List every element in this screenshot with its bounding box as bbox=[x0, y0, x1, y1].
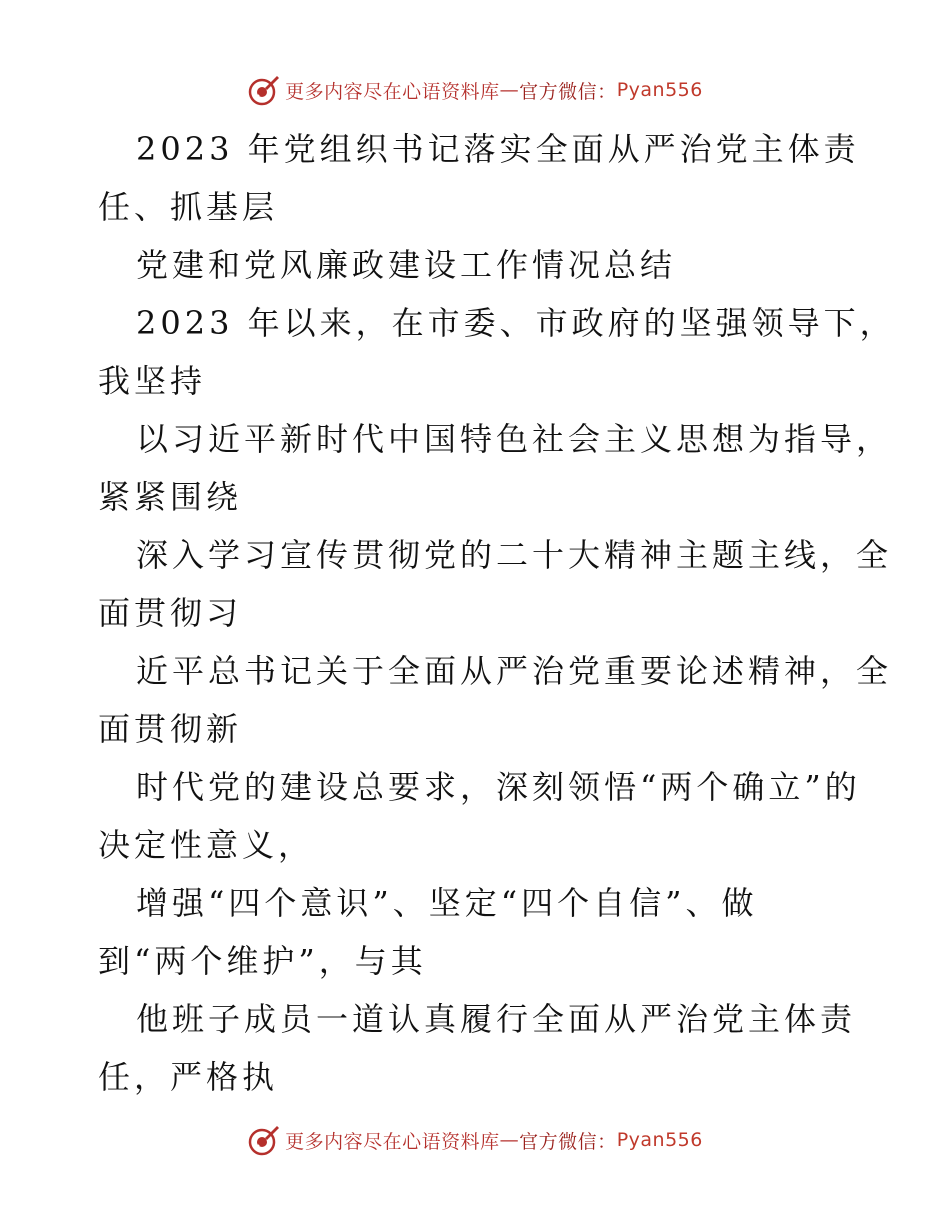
footer-banner bbox=[0, 1120, 950, 1160]
banner-wechat-id: Pyan556 bbox=[616, 1129, 703, 1151]
text-line: 增强“四个意识”、坚定“四个自信”、做 bbox=[136, 884, 758, 922]
text-line: 时代党的建设总要求，深刻领悟“两个确立”的 bbox=[136, 768, 861, 806]
text-line: 2023 年以来，在市委、市政府的坚强领导下， bbox=[136, 304, 896, 342]
banner-text: 更多内容尽在心语资料库 bbox=[285, 1130, 500, 1153]
banner-official-label: 官方微信： bbox=[519, 1130, 617, 1153]
header-banner bbox=[0, 70, 950, 110]
text-line: 他班子成员一道认真履行全面从严治党主体责 bbox=[136, 1000, 857, 1038]
text-line: 我坚持 bbox=[98, 362, 207, 400]
text-line: 紧紧围绕 bbox=[98, 478, 243, 516]
banner-separator: — bbox=[499, 79, 520, 101]
text-line: 任，严格执 bbox=[98, 1058, 279, 1096]
banner-separator: — bbox=[499, 1129, 520, 1151]
banner-official-label: 官方微信： bbox=[519, 80, 617, 103]
text-line: 任、抓基层 bbox=[98, 188, 279, 226]
text-line: 到“两个维护”，与其 bbox=[98, 942, 427, 980]
text-line: 面贯彻新 bbox=[98, 710, 243, 748]
text-line: 以习近平新时代中国特色社会主义思想为指导， bbox=[136, 420, 893, 458]
text-line: 2023 年党组织书记落实全面从严治党主体责 bbox=[136, 130, 860, 168]
text-line: 决定性意义， bbox=[98, 826, 315, 864]
text-line: 深入学习宣传贯彻党的二十大精神主题主线，全 bbox=[136, 536, 893, 574]
text-line: 近平总书记关于全面从严治党重要论述精神，全 bbox=[136, 652, 893, 690]
pen-logo-icon bbox=[247, 73, 281, 107]
banner-wechat-id: Pyan556 bbox=[616, 79, 703, 101]
text-line: 面贯彻习 bbox=[98, 594, 243, 632]
banner-text: 更多内容尽在心语资料库 bbox=[285, 80, 500, 103]
pen-logo-icon bbox=[247, 1123, 281, 1157]
document-body bbox=[98, 120, 896, 1106]
text-line: 党建和党风廉政建设工作情况总结 bbox=[136, 246, 677, 284]
